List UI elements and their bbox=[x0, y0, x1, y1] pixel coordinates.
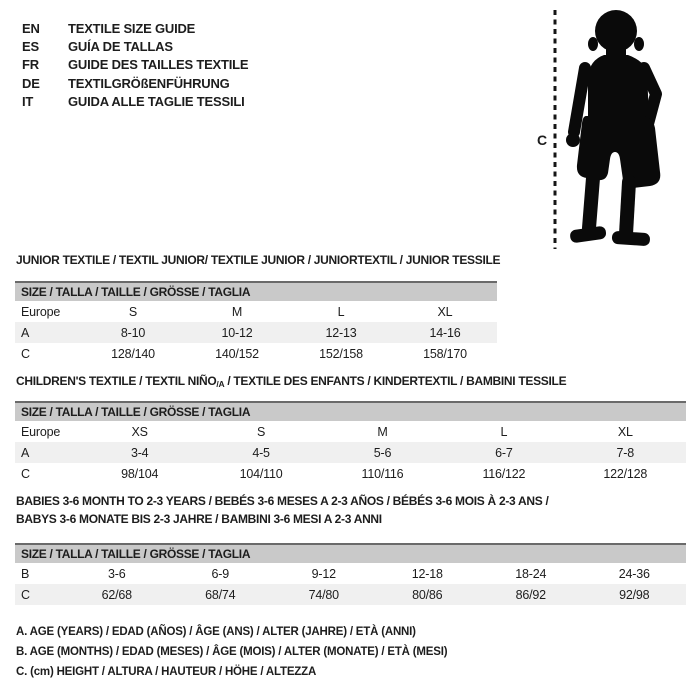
cell: 86/92 bbox=[515, 587, 546, 602]
cell: 80/86 bbox=[412, 587, 443, 602]
footnote-a: A. AGE (YEARS) / EDAD (AÑOS) / ÂGE (ANS) / ALTER (JAHRE) / ETÀ (ANNI) bbox=[16, 626, 416, 638]
cell: 8-10 bbox=[120, 325, 146, 340]
lang-label: TEXTILE SIZE GUIDE bbox=[68, 20, 196, 36]
lang-code: IT bbox=[22, 93, 34, 109]
table-row bbox=[15, 421, 686, 442]
cell: 9-12 bbox=[311, 566, 336, 581]
cell: 122/128 bbox=[603, 466, 648, 481]
lang-label: GUÍA DE TALLAS bbox=[68, 38, 173, 54]
children-title-sub: /A bbox=[216, 379, 225, 389]
children-title-post: / TEXTILE DES ENFANTS / KINDERTEXTIL / BAMBINI TESSILE bbox=[224, 374, 567, 388]
table-row bbox=[15, 584, 686, 605]
junior-size-table bbox=[15, 281, 497, 364]
table-row bbox=[15, 563, 686, 584]
lang-label: GUIDA ALLE TAGLIE TESSILI bbox=[68, 93, 245, 109]
junior-table bbox=[15, 301, 497, 364]
lang-row-it bbox=[22, 92, 248, 110]
children-size-header: SIZE / TALLA / TAILLE / GRÖSSE / TAGLIA bbox=[15, 401, 686, 421]
cell: 18-24 bbox=[515, 566, 547, 581]
lang-label: TEXTILGRÖßENFÜHRUNG bbox=[68, 75, 230, 91]
cell: 3-6 bbox=[108, 566, 126, 581]
cell: 62/68 bbox=[101, 587, 132, 602]
cell: 12-13 bbox=[325, 325, 357, 340]
footnotes bbox=[16, 626, 447, 686]
table-row bbox=[15, 322, 497, 343]
babies-size-table bbox=[15, 543, 686, 605]
babies-size-header: SIZE / TALLA / TAILLE / GRÖSSE / TAGLIA bbox=[15, 543, 686, 563]
footnote-b: B. AGE (MONTHS) / EDAD (MESES) / ÂGE (MOIS) / ALTER (MONATE) / ETÀ (MESI) bbox=[16, 646, 448, 658]
cell: XS bbox=[131, 424, 148, 439]
cell: S bbox=[257, 424, 266, 439]
lang-label: GUIDE DES TAILLES TEXTILE bbox=[68, 57, 249, 73]
cell: 104/110 bbox=[239, 466, 283, 481]
cell: 92/98 bbox=[619, 587, 650, 602]
toddler-silhouette-icon bbox=[566, 10, 660, 246]
cell: S bbox=[128, 304, 138, 319]
baby-silhouette-figure bbox=[530, 6, 672, 254]
cell: 10-12 bbox=[221, 325, 253, 340]
cell: 5-6 bbox=[373, 445, 392, 460]
table-row bbox=[15, 442, 686, 463]
row-label: C bbox=[21, 346, 30, 361]
junior-section-title: JUNIOR TEXTILE / TEXTIL JUNIOR/ TEXTILE JUNIOR / JUNIORTEXTIL / JUNIOR TESSILE bbox=[16, 253, 501, 267]
cell: 7-8 bbox=[616, 445, 635, 460]
lang-code: EN bbox=[22, 20, 40, 36]
babies-section-title-line1: BABIES 3-6 MONTH TO 2-3 YEARS / BEBÉS 3-6 MESES A 2-3 AÑOS / BÉBÉS 3-6 MOIS À 2-3 ANS / bbox=[16, 494, 549, 508]
cell: 3-4 bbox=[130, 445, 149, 460]
cell: 158/170 bbox=[423, 346, 467, 361]
cell: 152/158 bbox=[319, 346, 363, 361]
row-label: C bbox=[21, 466, 30, 481]
lang-row-de bbox=[22, 74, 248, 92]
cell: 68/74 bbox=[205, 587, 236, 602]
lang-code: FR bbox=[22, 57, 39, 73]
cell: M bbox=[377, 424, 388, 439]
children-table bbox=[15, 421, 686, 484]
cell: XL bbox=[617, 424, 633, 439]
children-size-table bbox=[15, 401, 686, 484]
cell: 74/80 bbox=[308, 587, 339, 602]
lang-row-en bbox=[22, 19, 248, 37]
cell: L bbox=[337, 304, 345, 319]
cell: 116/122 bbox=[482, 466, 526, 481]
measure-label-c: C bbox=[537, 132, 548, 148]
babies-section-title-line2: BABYS 3-6 MONATE BIS 2-3 JAHRE / BAMBINI 3-6 MESI A 2-3 ANNI bbox=[16, 512, 382, 526]
cell: 12-18 bbox=[411, 566, 443, 581]
lang-code: DE bbox=[22, 75, 40, 91]
cell: 110/116 bbox=[361, 466, 404, 481]
cell: 128/140 bbox=[111, 346, 155, 361]
cell: XL bbox=[437, 304, 453, 319]
row-label: C bbox=[21, 587, 30, 602]
babies-table bbox=[15, 563, 686, 605]
lang-row-es bbox=[22, 37, 248, 55]
cell: M bbox=[231, 304, 243, 319]
row-label: A bbox=[21, 445, 30, 460]
row-label: Europe bbox=[21, 424, 61, 439]
lang-code: ES bbox=[22, 38, 39, 54]
cell: L bbox=[500, 424, 508, 439]
row-label: Europe bbox=[21, 304, 61, 319]
row-label: A bbox=[21, 325, 30, 340]
cell: 6-9 bbox=[211, 566, 229, 581]
footnote-c: C. (cm) HEIGHT / ALTURA / HAUTEUR / HÖHE / ALTEZZA bbox=[16, 666, 317, 678]
cell: 14-16 bbox=[429, 325, 461, 340]
language-list bbox=[22, 19, 248, 110]
cell: 4-5 bbox=[252, 445, 270, 460]
cell: 24-36 bbox=[618, 566, 650, 581]
table-row bbox=[15, 343, 497, 364]
junior-size-header: SIZE / TALLA / TAILLE / GRÖSSE / TAGLIA bbox=[15, 281, 497, 301]
cell: 140/152 bbox=[215, 346, 259, 361]
row-label: B bbox=[21, 566, 30, 581]
lang-row-fr bbox=[22, 56, 248, 74]
cell: 6-7 bbox=[495, 445, 513, 460]
cell: 98/104 bbox=[121, 466, 159, 481]
table-row bbox=[15, 301, 497, 322]
table-row bbox=[15, 463, 686, 484]
children-title-pre: CHILDREN'S TEXTILE / TEXTIL NIÑO bbox=[16, 374, 217, 388]
children-section-title bbox=[16, 374, 566, 389]
